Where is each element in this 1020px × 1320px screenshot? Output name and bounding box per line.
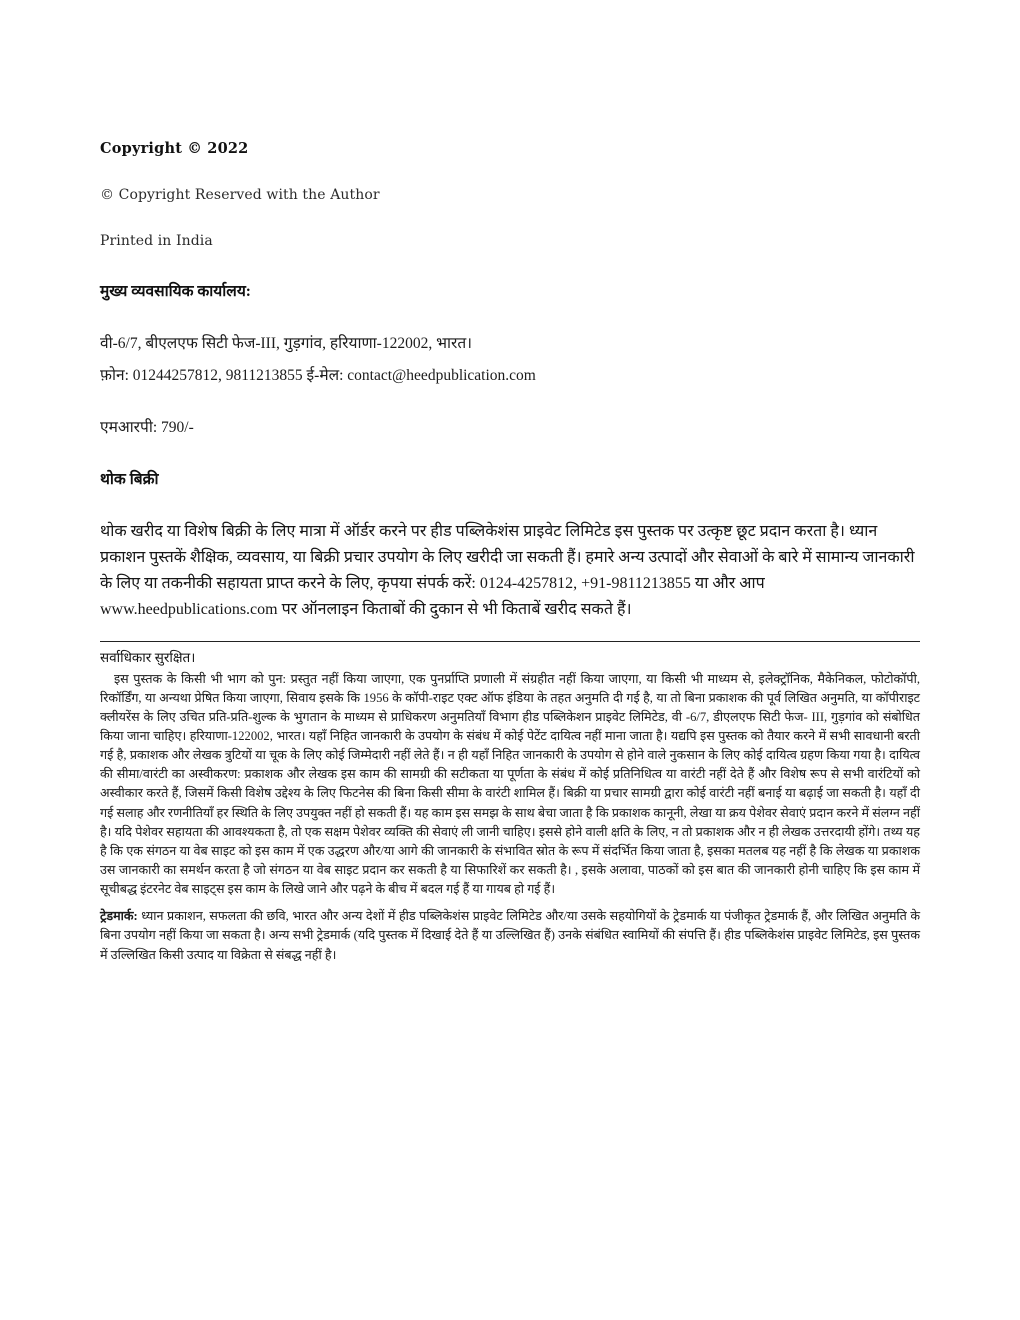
copyright-reserved-block	[100, 187, 920, 203]
rights-reserved-heading: सर्वाधिकार सुरक्षित।	[100, 649, 196, 665]
trademark-text: ध्यान प्रकाशन, सफलता की छवि, भारत और अन्य देशों में हीड पब्लिकेशंस प्राइवेट लिमिटेड और/या उसके सहयोगियों के ट्रेडमार्क या पंजीकृत ट्रेडमार्क हैं, और लिखित अनुमति के बिना उपयोग नहीं किया जा सकता है। अन्य सभी ट्रेडमार्क (यदि पुस्तक में दिखाई देते हैं या उल्लिखित हैं) उनके संबंधित स्वामियों की संपत्ति हैं। हीड पब्लिकेशंस प्राइवेट लिमिटेड, इस पुस्तक में उल्लिखित किसी उत्पाद या विक्रेता से संबद्ध नहीं है।	[100, 909, 920, 962]
contact-line: फ़ोन: 01244257812, 9811213855 ई-मेल: contact@heedpublication.com	[100, 367, 536, 384]
bulk-heading-block	[100, 467, 920, 489]
bulk-sale-paragraph: थोक खरीद या विशेष बिक्री के लिए मात्रा में ऑर्डर करने पर हीड पब्लिकेशंस प्राइवेट लिमिटेड इस पुस्तक पर उत्कृष्ट छूट प्रदान करता है। ध्यान प्रकाशन पुस्तकें शैक्षिक, व्यवसाय, या बिक्री प्रचार उपयोग के लिए खरीदी जा सकती हैं। हमारे अन्य उत्पादों और सेवाओं के बारे में सामान्य जानकारी के लिए या तकनीकी सहायता प्राप्त करने के लिए, कृपया संपर्क करें: 0124-4257812, +91-9811213855 या और आप www.heedpublications.com पर ऑनलाइन किताबों की दुकान से भी किताबें खरीद सकते हैं।	[100, 523, 915, 618]
printed-in-block	[100, 233, 920, 249]
bulk-sale-heading: थोक बिक्री	[100, 471, 159, 488]
office-heading: मुख्य व्यवसायिक कार्यालय:	[100, 283, 251, 300]
trademark-label: ट्रेडमार्क:	[100, 909, 138, 924]
copyright-heading: Copyright © 2022	[100, 140, 249, 157]
section-divider	[100, 641, 920, 642]
copyright-heading-block	[100, 140, 920, 157]
rights-reserved-paragraph: इस पुस्तक के किसी भी भाग को पुन: प्रस्तुत नहीं किया जाएगा, एक पुनर्प्राप्ति प्रणाली में संग्रहीत नहीं किया जाएगा, या किसी भी माध्यम से, इलेक्ट्रॉनिक, मैकेनिकल, फोटोकॉपी, रिकॉर्डिंग, या अन्यथा प्रेषित किया जाएगा, सिवाय इसके कि 1956 के कॉपी-राइट एक्ट ऑफ इंडिया के तहत अनुमति दी गई है, या तो बिना प्रकाशक की पूर्व लिखित अनुमति, या कॉपीराइट क्लीयरेंस के लिए उचित प्रति-प्रति-शुल्क के भुगतान के माध्यम से प्राधिकरण अनुमतियाँ विभाग हीड पब्लिकेशन प्राइवेट लिमिटेड, वी -6/7, डीएलएफ सिटी फेज- III, गुड़गांव को संबोधित किया जाना चाहिए। हरियाणा-122002, भारत। यहाँ निहित जानकारी के उपयोग के संबंध में कोई पेटेंट दायित्व नहीं माना जाता है। यद्यपि इस पुस्तक को तैयार करने में सभी सावधानी बरती गई है, प्रकाशक और लेखक त्रुटियों या चूक के लिए कोई जिम्मेदारी नहीं लेते हैं। न ही यहाँ निहित जानकारी के उपयोग से होने वाले नुकसान के लिए कोई दायित्व ग्रहण किया गया है। दायित्व की सीमा/वारंटी का अस्वीकरण: प्रकाशक और लेखक इस काम की सामग्री की सटीकता या पूर्णता के संबंध में कोई प्रतिनिधित्व या वारंटी नहीं देते हैं और विशेष रूप से सभी वारंटियों को अस्वीकार करते हैं, जिसमें किसी विशेष उद्देश्य के लिए फिटनेस की बिना किसी सीमा के वारंटी शामिल हैं। बिक्री या प्रचार सामग्री द्वारा कोई वारंटी नहीं बनाई या बढ़ाई जा सकती है। यहाँ दी गई सलाह और रणनीतियाँ हर स्थिति के लिए उपयुक्त नहीं हो सकती हैं। यह काम इस समझ के साथ बेचा जाता है कि प्रकाशक कानूनी, लेखा या क्रय पेशेवर सेवाएं प्रदान करने में संलग्न नहीं है। यदि पेशेवर सहायता की आवश्यकता है, तो एक सक्षम पेशेवर व्यक्ति की सेवाएं ली जानी चाहिए। इससे होने वाली क्षति के लिए, न तो प्रकाशक और न ही लेखक उत्तरदायी होंगे। तथ्य यह है कि एक संगठन या वेब साइट को इस काम में एक उद्धरण और/या आगे की जानकारी के संभावित स्रोत के रूप में संदर्भित किया जाता है, इसका मतलब यह नहीं है कि लेखक या प्रकाशक उस जानकारी का समर्थन करता है जो संगठन या वेब साइट प्रदान कर सकती है या सिफारिशें कर सकती है। , इसके अलावा, पाठकों को इस बात की जानकारी होनी चाहिए कि इस काम में सूचीबद्ध इंटरनेट वेब साइट्स इस काम के लिखे जाने और पढ़ने के बीच में बदल गई हैं या गायब हो गई हैं।	[100, 671, 920, 897]
address-line: वी-6/7, बीएलएफ सिटी फेज-III, गुड़गांव, हरियाणा-122002, भारत।	[100, 335, 473, 352]
printed-in-text: Printed in India	[100, 233, 213, 249]
trademark-paragraph	[100, 907, 920, 964]
page-content	[100, 140, 920, 973]
copyright-reserved-text: © Copyright Reserved with the Author	[100, 187, 380, 203]
office-heading-block	[100, 279, 920, 301]
mrp-line: एमआरपी: 790/-	[100, 419, 194, 436]
address-block	[100, 331, 920, 385]
mrp-block	[100, 415, 920, 437]
